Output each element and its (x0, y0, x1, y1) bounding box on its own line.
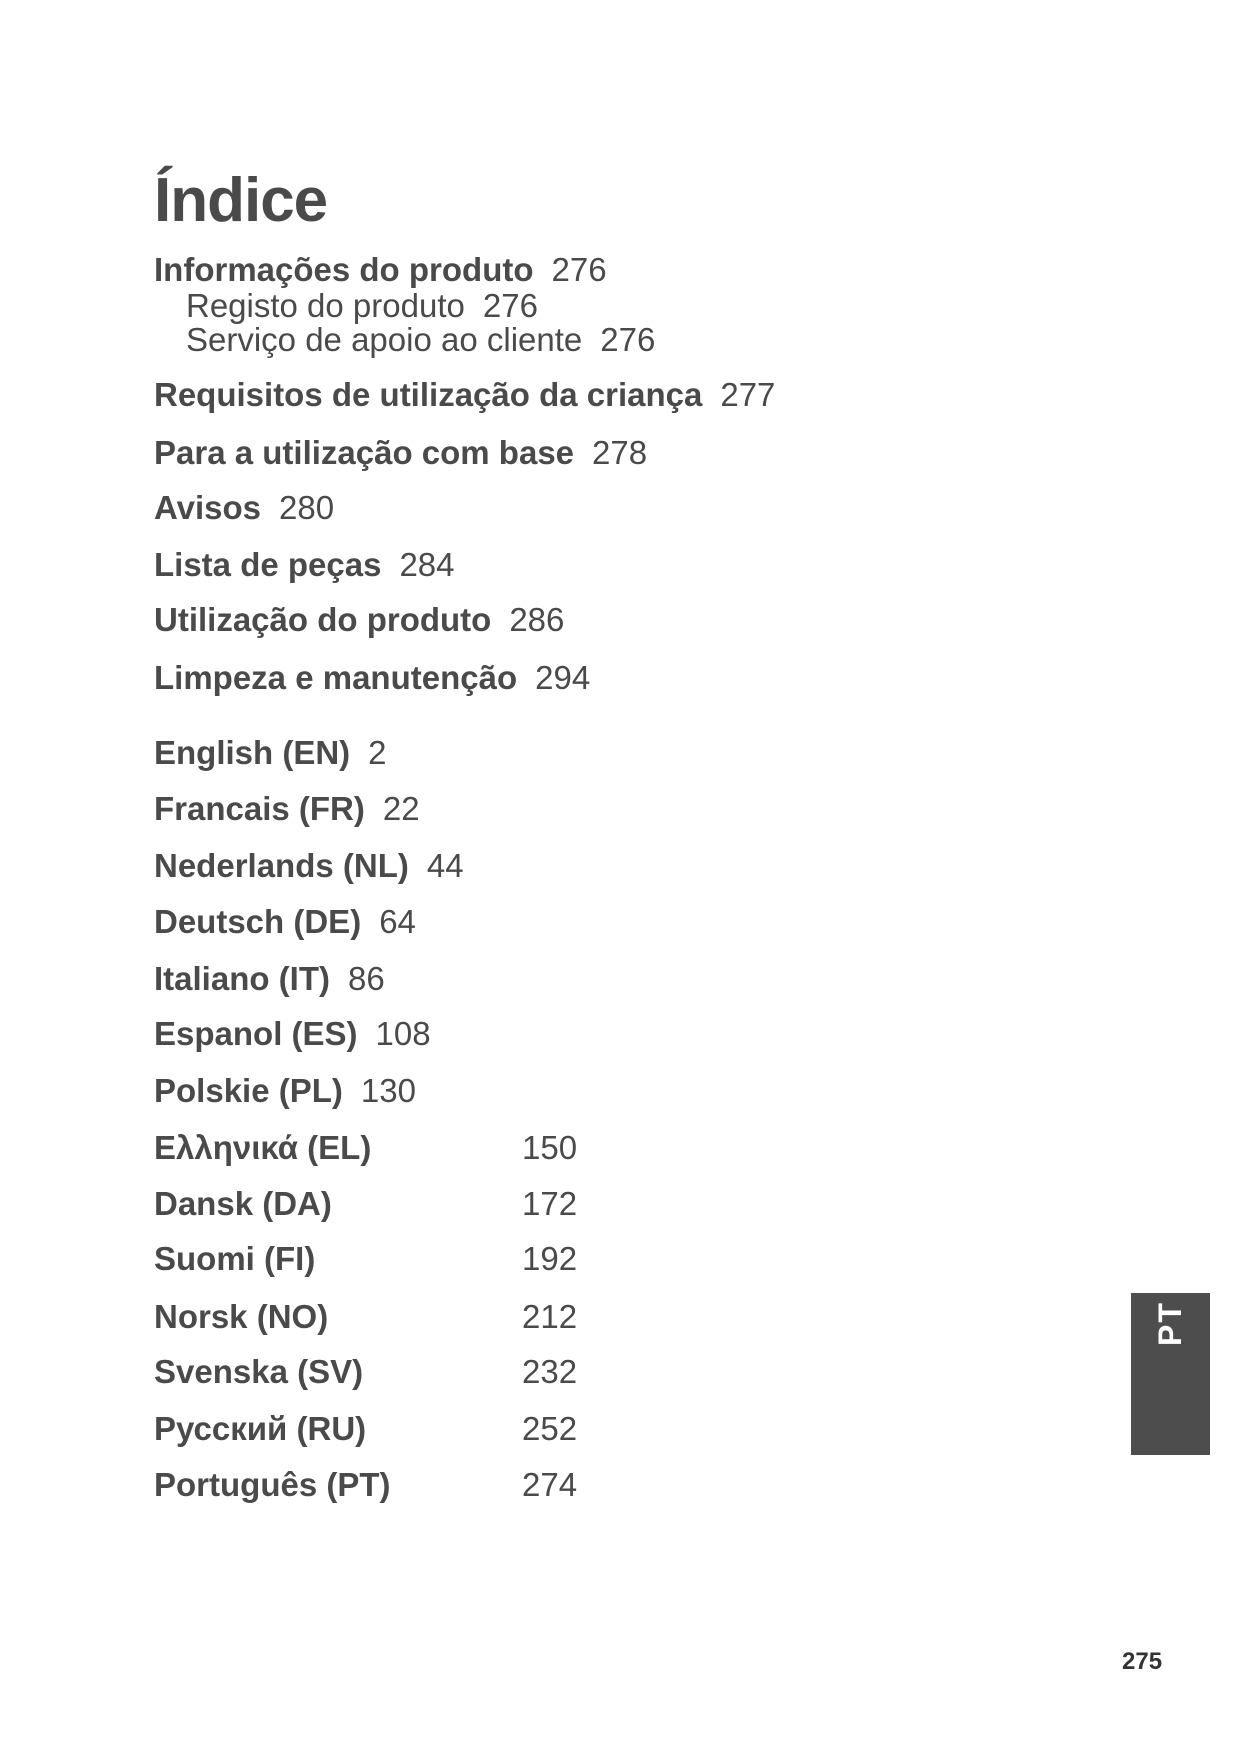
toc-entry-label: Avisos (154, 489, 261, 526)
lang-entry-fi (154, 1240, 578, 1277)
lang-page: 150 (522, 1129, 578, 1166)
lang-label: Polskie (PL) (154, 1072, 343, 1109)
lang-page: 2 (368, 734, 387, 771)
toc-entry-informacoes (154, 253, 607, 286)
lang-label: Ελληνικά (EL) (154, 1129, 372, 1166)
toc-subentry-page: 276 (482, 287, 538, 324)
lang-page: 212 (522, 1298, 578, 1335)
lang-entry-en (154, 736, 387, 769)
lang-label: Português (PT) (154, 1466, 391, 1503)
lang-entry-el (154, 1129, 578, 1166)
lang-page: 130 (360, 1072, 416, 1109)
lang-page: 172 (522, 1185, 578, 1222)
lang-label: Francais (FR) (154, 790, 365, 827)
lang-entry-sv (154, 1353, 578, 1390)
toc-entry-limpeza (154, 661, 590, 694)
lang-entry-pt (154, 1466, 578, 1503)
toc-entry-page: 280 (279, 489, 335, 526)
side-tab-text: PT (1151, 1300, 1188, 1346)
lang-entry-fr (154, 792, 420, 825)
lang-page: 108 (375, 1015, 431, 1052)
toc-entry-lista (154, 548, 455, 581)
toc-subentry-page: 276 (600, 321, 656, 358)
toc-entry-page: 276 (551, 251, 607, 288)
toc-entry-page: 294 (535, 659, 591, 696)
language-side-tab-label (1131, 1293, 1210, 1353)
lang-entry-es (154, 1017, 431, 1050)
lang-entry-de (154, 905, 416, 938)
toc-entry-page: 284 (399, 546, 455, 583)
toc-entry-page: 278 (592, 434, 648, 471)
lang-label: Dansk (DA) (154, 1185, 332, 1222)
toc-entry-base (154, 436, 647, 469)
toc-entry-utilizacao (154, 603, 564, 636)
lang-entry-pl (154, 1074, 416, 1107)
toc-entry-label: Utilização do produto (154, 601, 492, 638)
lang-entry-no (154, 1298, 578, 1335)
lang-label: Norsk (NO) (154, 1298, 329, 1335)
lang-label: Deutsch (DE) (154, 903, 362, 940)
lang-label: English (EN) (154, 734, 351, 771)
toc-subentry-label: Serviço de apoio ao cliente (186, 321, 583, 358)
lang-entry-it (154, 962, 385, 995)
toc-entry-label: Limpeza e manutenção (154, 659, 518, 696)
lang-page: 44 (426, 847, 464, 884)
toc-entry-label: Para a utilização com base (154, 434, 575, 471)
lang-entry-ru (154, 1410, 578, 1447)
lang-label: Nederlands (NL) (154, 847, 409, 884)
toc-entry-label: Lista de peças (154, 546, 382, 583)
lang-label: Suomi (FI) (154, 1240, 316, 1277)
lang-page: 86 (348, 960, 385, 997)
lang-page: 232 (522, 1353, 578, 1390)
page-title: Índice (154, 166, 328, 235)
toc-entry-page: 286 (509, 601, 565, 638)
lang-label: Italiano (IT) (154, 960, 330, 997)
toc-entry-label: Requisitos de utilização da criança (154, 376, 703, 413)
lang-page: 252 (522, 1410, 578, 1447)
toc-entry-page: 277 (720, 376, 776, 413)
lang-label: Espanol (ES) (154, 1015, 358, 1052)
toc-entry-avisos (154, 491, 334, 524)
lang-page: 192 (522, 1240, 578, 1277)
toc-entry-requisitos (154, 378, 775, 411)
page-number: 275 (1122, 1648, 1163, 1675)
lang-page: 64 (379, 903, 416, 940)
toc-entry-label: Informações do produto (154, 251, 534, 288)
lang-page: 274 (522, 1466, 578, 1503)
lang-entry-nl (154, 849, 464, 882)
lang-label: Русский (RU) (154, 1410, 367, 1447)
lang-label: Svenska (SV) (154, 1353, 364, 1390)
toc-subentry-registo (186, 289, 538, 322)
lang-page: 22 (382, 790, 420, 827)
toc-subentry-label: Registo do produto (186, 287, 465, 324)
lang-entry-da (154, 1185, 578, 1222)
toc-subentry-servico (186, 323, 655, 356)
